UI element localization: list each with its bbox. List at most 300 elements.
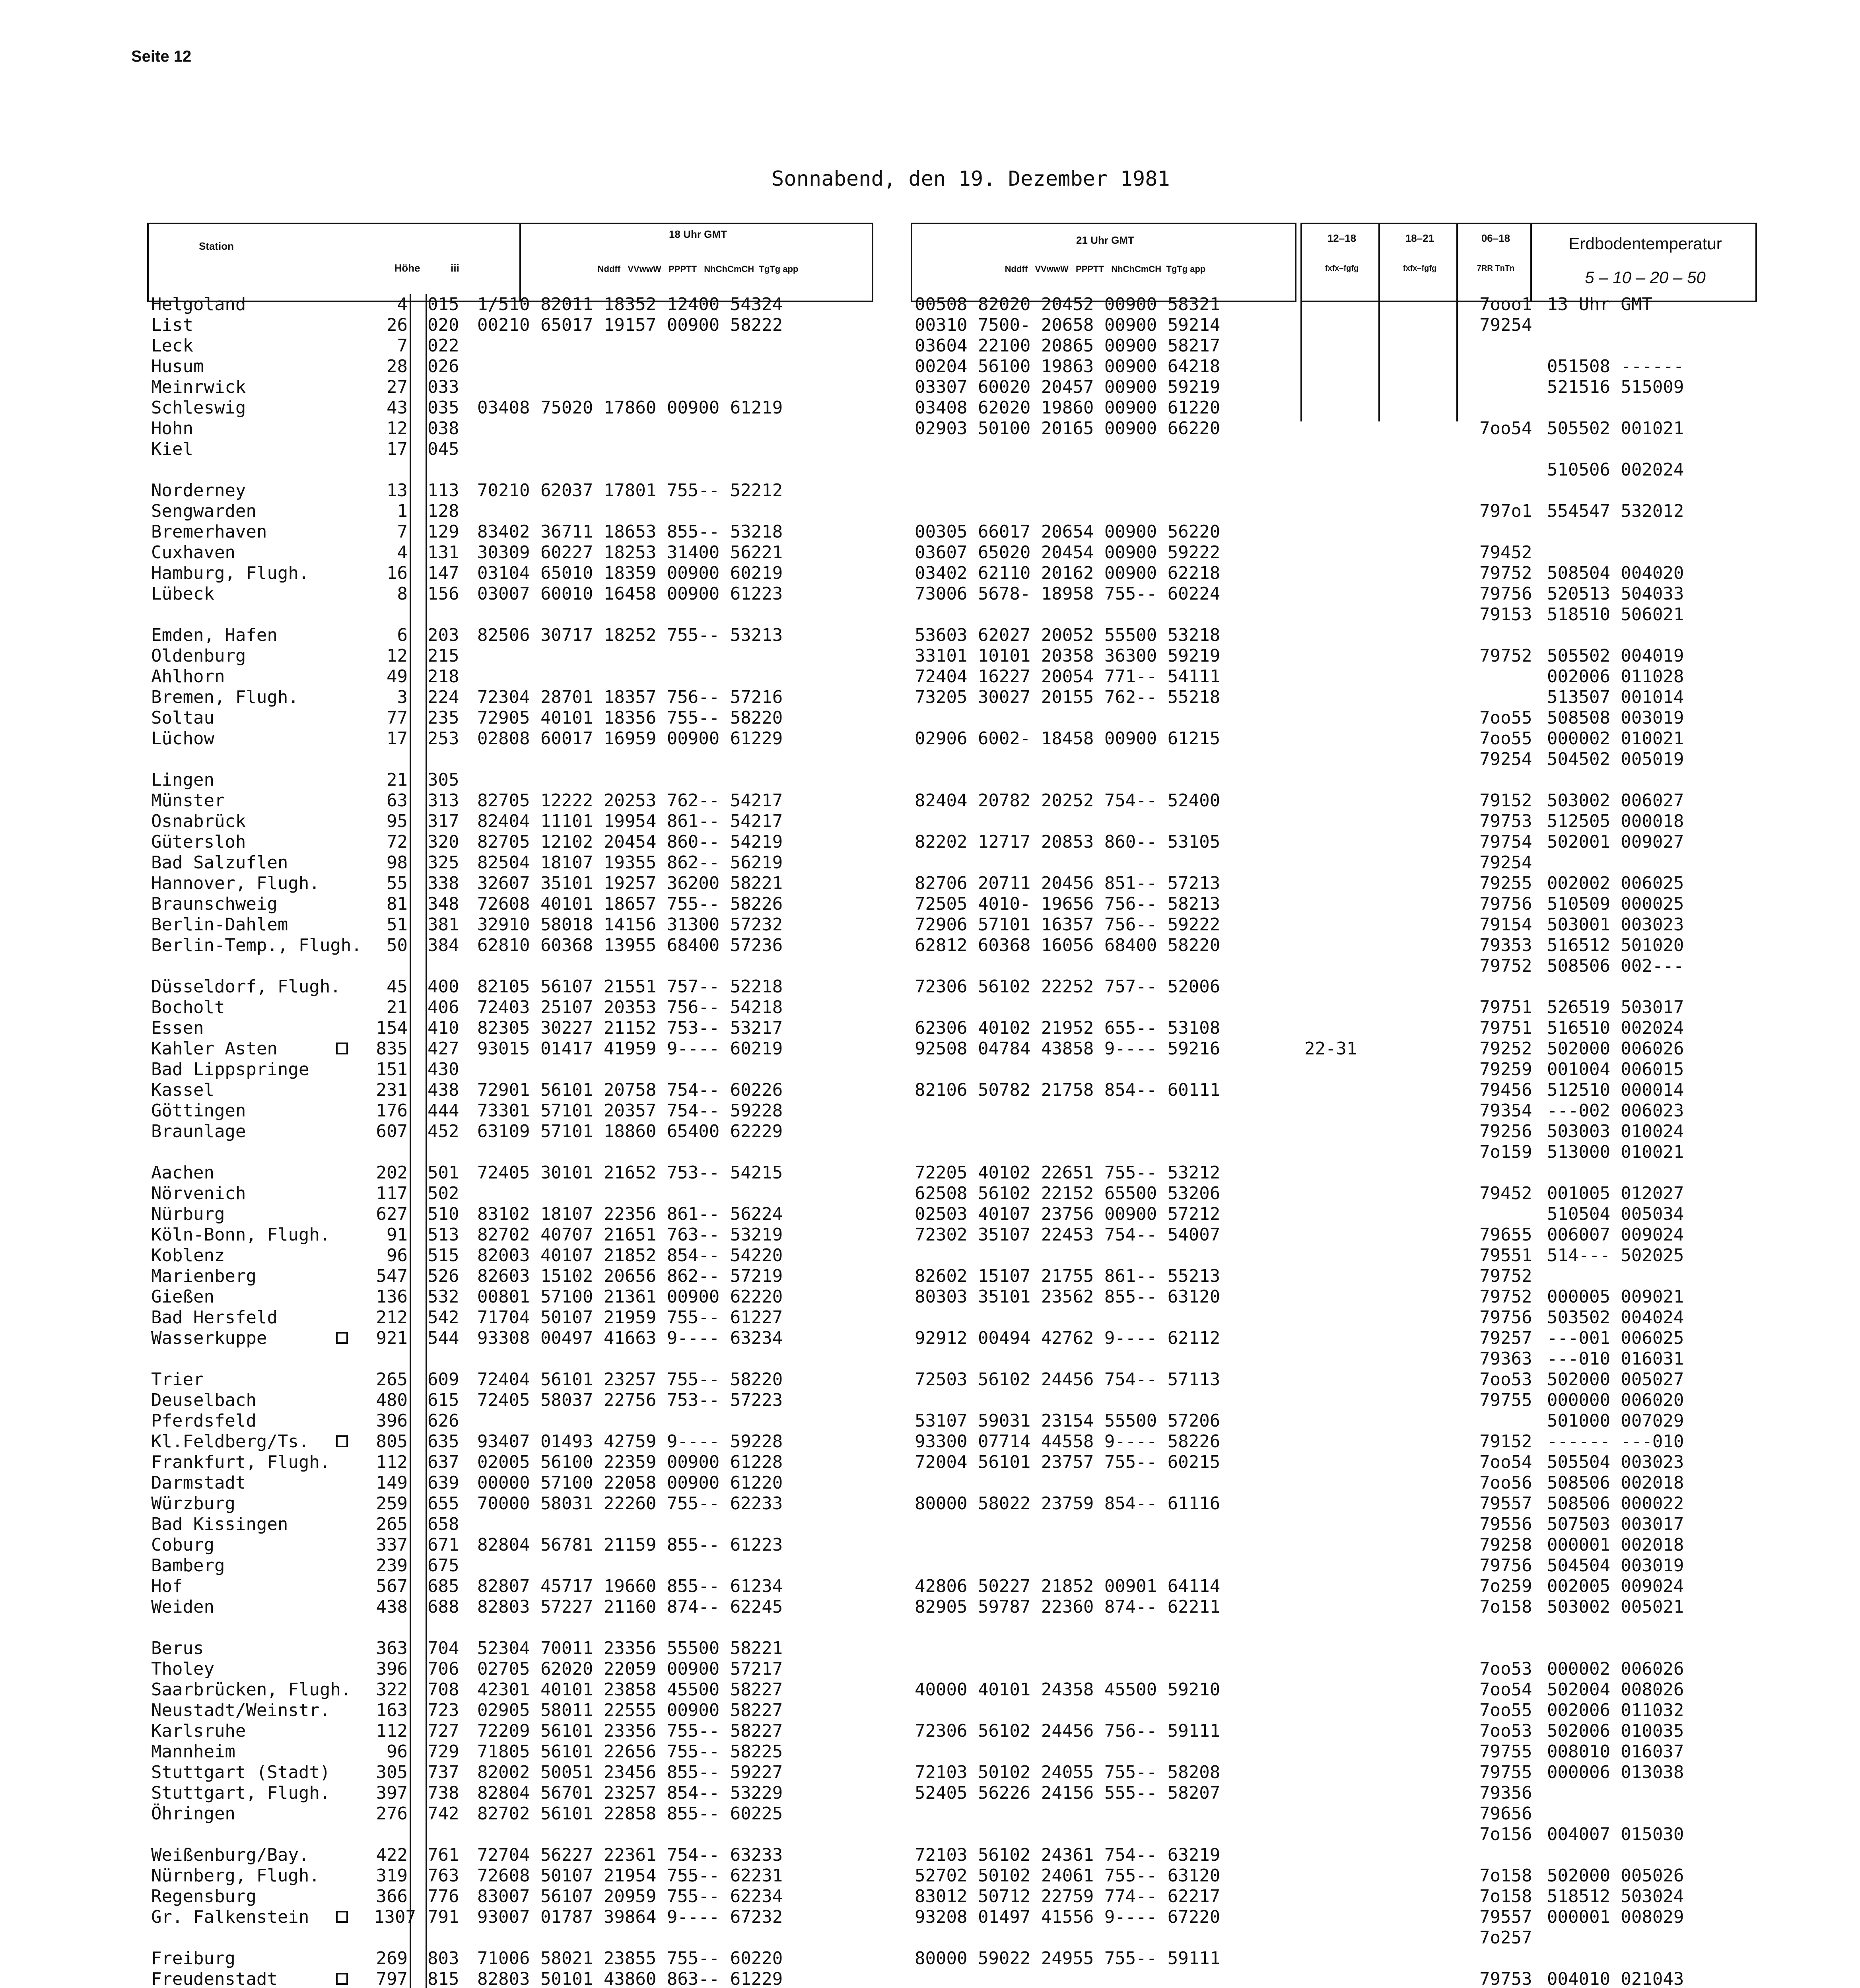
- cell-ert: 006007 009024: [1547, 1225, 1684, 1245]
- cell-ii: 532: [428, 1287, 459, 1307]
- cell-h: 151: [376, 1059, 408, 1079]
- cell-name: Lübeck: [151, 584, 214, 604]
- cell-c06: 7oo54: [1479, 1679, 1532, 1700]
- cell-c06: 79152: [1479, 1431, 1532, 1452]
- cell-name: Braunschweig: [151, 894, 278, 914]
- cell-ert: ------ ---010: [1547, 1431, 1684, 1452]
- cell-ii: 203: [428, 625, 459, 645]
- cell-h: 21: [387, 997, 408, 1017]
- header-erdboden-box: [1530, 223, 1757, 302]
- cell-g18: 72608 50107 21954 755-- 62231: [477, 1866, 783, 1886]
- cell-name: Bocholt: [151, 997, 225, 1017]
- cell-ert: 510506 002024: [1547, 460, 1684, 480]
- cell-name: Nürburg: [151, 1204, 225, 1224]
- cell-g18: 82804 56781 21159 855-- 61223: [477, 1535, 783, 1555]
- cell-ii: 035: [428, 398, 459, 418]
- cell-ii: 147: [428, 563, 459, 583]
- cell-ert: 508506 000022: [1547, 1493, 1684, 1514]
- cell-name: Soltau: [151, 708, 214, 728]
- cell-g18: 52304 70011 23356 55500 58221: [477, 1638, 783, 1658]
- cell-ert: 000000 006020: [1547, 1390, 1684, 1410]
- cell-h: 212: [376, 1307, 408, 1328]
- cell-h: 480: [376, 1390, 408, 1410]
- cell-h: 72: [387, 832, 408, 852]
- cell-c06: 7o158: [1479, 1866, 1532, 1886]
- cell-h: 13: [387, 480, 408, 501]
- cell-name: Osnabrück: [151, 811, 246, 831]
- cell-ert: 502000 005026: [1547, 1866, 1684, 1886]
- iii-header: iii: [451, 262, 459, 274]
- cell-ert: 512505 000018: [1547, 811, 1684, 831]
- cell-ert: 001005 012027: [1547, 1183, 1684, 1204]
- cell-c06: 7ooo1: [1479, 294, 1532, 315]
- cell-name: Kahler Asten: [151, 1039, 278, 1059]
- cell-h: 627: [376, 1204, 408, 1224]
- cell-ert: 502004 008026: [1547, 1679, 1684, 1700]
- cell-g18: 83402 36711 18653 855-- 53218: [477, 522, 783, 542]
- cell-g18: 02705 62020 22059 00900 57217: [477, 1659, 783, 1679]
- cell-ii: 502: [428, 1183, 459, 1204]
- cell-ert: 004007 015030: [1547, 1824, 1684, 1844]
- g21-header: 21 Uhr GMT: [1076, 234, 1134, 246]
- cell-ert: 503002 006027: [1547, 790, 1684, 811]
- cell-g21: 72302 35107 22453 754-- 54007: [915, 1225, 1221, 1245]
- cell-g18: 1/510 82011 18352 12400 54324: [477, 294, 783, 315]
- cell-ert: 512510 000014: [1547, 1080, 1684, 1100]
- cell-name: Hannover, Flugh.: [151, 873, 320, 893]
- cell-name: Cuxhaven: [151, 542, 235, 563]
- cell-g21: 82602 15107 21755 861-- 55213: [915, 1266, 1221, 1286]
- separator-0618: [1456, 294, 1458, 421]
- cell-g21: 72306 56102 22252 757-- 52006: [915, 977, 1221, 997]
- g18-columns: Nddff VVwwW PPPTT NhChCmCH TgTg app: [597, 264, 799, 274]
- cell-c06: 79153: [1479, 604, 1532, 625]
- cell-c06: 79752: [1479, 646, 1532, 666]
- cell-g21: 72004 56101 23757 755-- 60215: [915, 1452, 1221, 1472]
- cell-h: 27: [387, 377, 408, 397]
- cell-g18: 00000 57100 22058 00900 61220: [477, 1473, 783, 1493]
- cell-name: Bad Salzuflen: [151, 852, 288, 873]
- cell-name: Marienberg: [151, 1266, 257, 1286]
- cell-name: Würzburg: [151, 1493, 235, 1514]
- cell-name: Regensburg: [151, 1886, 257, 1906]
- cell-name: Sengwarden: [151, 501, 257, 521]
- cell-h: 12: [387, 646, 408, 666]
- header-station-box: [147, 223, 521, 302]
- cell-g18: 83102 18107 22356 861-- 56224: [477, 1204, 783, 1224]
- cell-name: Tholey: [151, 1659, 214, 1679]
- cell-c06: 797o1: [1479, 501, 1532, 521]
- cell-ert: 504504 003019: [1547, 1555, 1684, 1576]
- cell-h: 163: [376, 1700, 408, 1720]
- header-18gmt-box: [519, 223, 873, 302]
- cell-name: Pferdsfeld: [151, 1411, 257, 1431]
- cell-g18: 63109 57101 18860 65400 62229: [477, 1121, 783, 1142]
- cell-name: List: [151, 315, 193, 335]
- cell-g18: 73301 57101 20357 754-- 59228: [477, 1101, 783, 1121]
- cell-h: 51: [387, 914, 408, 935]
- cell-name: Darmstadt: [151, 1473, 246, 1493]
- cell-h: 337: [376, 1535, 408, 1555]
- cell-c06: 79154: [1479, 914, 1532, 935]
- cell-name: Nürnberg, Flugh.: [151, 1866, 320, 1886]
- p0618-sub: 7RR TnTn: [1477, 264, 1515, 273]
- cell-ert: 002006 011032: [1547, 1700, 1684, 1720]
- cell-ert: 000001 002018: [1547, 1535, 1684, 1555]
- cell-h: 77: [387, 708, 408, 728]
- date-heading: Sonnabend, den 19. Dezember 1981: [772, 167, 1170, 191]
- cell-name: Schleswig: [151, 398, 246, 418]
- cell-ert: 505502 004019: [1547, 646, 1684, 666]
- cell-c06: 7o156: [1479, 1824, 1532, 1844]
- cell-c06: 7oo54: [1479, 1452, 1532, 1472]
- cell-c06: 79755: [1479, 1741, 1532, 1762]
- cell-g21: 72103 50102 24055 755-- 58208: [915, 1762, 1221, 1782]
- cell-ert: 507503 003017: [1547, 1514, 1684, 1534]
- cell-c06: 79254: [1479, 315, 1532, 335]
- cell-h: 17: [387, 439, 408, 459]
- cell-g21: 72404 16227 20054 771-- 54111: [915, 666, 1221, 687]
- cell-ii: 129: [428, 522, 459, 542]
- cell-name: Münster: [151, 790, 225, 811]
- cell-ii: 156: [428, 584, 459, 604]
- cell-h: 8: [397, 584, 408, 604]
- cell-ii: 038: [428, 418, 459, 439]
- cell-h: 265: [376, 1369, 408, 1390]
- cell-c06: 79753: [1479, 811, 1532, 831]
- cell-g18: 02808 60017 16959 00900 61229: [477, 728, 783, 749]
- cell-ii: 381: [428, 914, 459, 935]
- cell-name: Stuttgart (Stadt): [151, 1762, 330, 1782]
- cell-g18: 82404 11101 19954 861-- 54217: [477, 811, 783, 831]
- cell-h: 96: [387, 1741, 408, 1762]
- mountain-station-icon: [336, 1435, 348, 1447]
- cell-ert: 503502 004024: [1547, 1307, 1684, 1328]
- cell-name: Deuselbach: [151, 1390, 257, 1410]
- cell-ii: 615: [428, 1390, 459, 1410]
- cell-ii: 224: [428, 687, 459, 707]
- header-1821-box: [1378, 223, 1458, 302]
- cell-ii: 704: [428, 1638, 459, 1658]
- cell-c06: 7o257: [1479, 1928, 1532, 1948]
- cell-c06: 79752: [1479, 1266, 1532, 1286]
- cell-ii: 305: [428, 770, 459, 790]
- cell-ii: 658: [428, 1514, 459, 1534]
- cell-ert: 002005 009024: [1547, 1576, 1684, 1596]
- cell-name: Neustadt/Weinstr.: [151, 1700, 330, 1720]
- cell-g18: 82803 50101 43860 863-- 61229: [477, 1969, 783, 1988]
- cell-name: Bremen, Flugh.: [151, 687, 299, 707]
- cell-g21: 03604 22100 20865 00900 58217: [915, 336, 1221, 356]
- cell-ii: 015: [428, 294, 459, 315]
- cell-c06: 79363: [1479, 1349, 1532, 1369]
- cell-ert: 002002 006025: [1547, 873, 1684, 893]
- cell-ert: 518512 503024: [1547, 1886, 1684, 1906]
- cell-g18: 70210 62037 17801 755-- 52212: [477, 480, 783, 501]
- cell-ii: 706: [428, 1659, 459, 1679]
- cell-ii: 637: [428, 1452, 459, 1472]
- cell-ert: 502000 005027: [1547, 1369, 1684, 1390]
- cell-h: 322: [376, 1679, 408, 1700]
- cell-ert: 002006 011028: [1547, 666, 1684, 687]
- cell-ert: 508504 004020: [1547, 563, 1684, 583]
- cell-name: Göttingen: [151, 1101, 246, 1121]
- cell-ii: 515: [428, 1245, 459, 1266]
- separator-1821: [1378, 294, 1380, 421]
- cell-name: Lingen: [151, 770, 214, 790]
- page-label: Seite 12: [131, 48, 192, 65]
- cell-ert: 502001 009027: [1547, 832, 1684, 852]
- cell-g21: 00310 7500- 20658 00900 59214: [915, 315, 1221, 335]
- cell-c06: 79755: [1479, 1762, 1532, 1782]
- cell-c06: 7o158: [1479, 1886, 1532, 1906]
- cell-h: 396: [376, 1411, 408, 1431]
- erdboden-header: Erdbodentemperatur: [1568, 234, 1722, 253]
- cell-g18: 72704 56227 22361 754-- 63233: [477, 1845, 783, 1865]
- cell-g18: 82702 56101 22858 855-- 60225: [477, 1804, 783, 1824]
- cell-ert: 504502 005019: [1547, 749, 1684, 769]
- cell-h: 547: [376, 1266, 408, 1286]
- cell-ii: 675: [428, 1555, 459, 1576]
- cell-h: 438: [376, 1597, 408, 1617]
- cell-g21: 73006 5678- 18958 755-- 60224: [915, 584, 1221, 604]
- cell-ert: 520513 504033: [1547, 584, 1684, 604]
- cell-h: 269: [376, 1948, 408, 1969]
- cell-h: 117: [376, 1183, 408, 1204]
- cell-g18: 72608 40101 18657 755-- 58226: [477, 894, 783, 914]
- cell-g21: 62812 60368 16056 68400 58220: [915, 935, 1221, 955]
- cell-c06: 79752: [1479, 563, 1532, 583]
- cell-ert: 502000 006026: [1547, 1039, 1684, 1059]
- cell-ii: 776: [428, 1886, 459, 1906]
- hoehe-header: Höhe: [394, 262, 420, 274]
- cell-name: Frankfurt, Flugh.: [151, 1452, 330, 1472]
- cell-g21: 93208 01497 41556 9---- 67220: [915, 1907, 1221, 1927]
- cell-c06: 7oo53: [1479, 1369, 1532, 1390]
- cell-h: 50: [387, 935, 408, 955]
- cell-name: Berlin-Temp., Flugh.: [151, 935, 362, 955]
- cell-ii: 723: [428, 1700, 459, 1720]
- mountain-station-icon: [336, 1043, 348, 1054]
- header-0618-box: [1456, 223, 1532, 302]
- p1218-header: 12–18: [1327, 232, 1357, 244]
- cell-ert: 502006 010035: [1547, 1721, 1684, 1741]
- cell-h: 396: [376, 1659, 408, 1679]
- cell-ii: 708: [428, 1679, 459, 1700]
- cell-ert: 13 Uhr GMT: [1547, 294, 1652, 315]
- cell-c06: 79353: [1479, 935, 1532, 955]
- cell-ert: 000006 013038: [1547, 1762, 1684, 1782]
- cell-g18: 70000 58031 22260 755-- 62233: [477, 1493, 783, 1514]
- cell-name: Hohn: [151, 418, 193, 439]
- cell-g18: 82804 56701 23257 854-- 53229: [477, 1783, 783, 1803]
- cell-name: Emden, Hafen: [151, 625, 278, 645]
- cell-ii: 685: [428, 1576, 459, 1596]
- cell-name: Kassel: [151, 1080, 214, 1100]
- cell-h: 49: [387, 666, 408, 687]
- cell-name: Gießen: [151, 1287, 214, 1307]
- cell-g21: 03408 62020 19860 00900 61220: [915, 398, 1221, 418]
- cell-c06: 79258: [1479, 1535, 1532, 1555]
- cell-h: 7: [397, 522, 408, 542]
- erdboden-depths: 5 – 10 – 20 – 50: [1585, 268, 1706, 287]
- cell-h: 96: [387, 1245, 408, 1266]
- cell-ii: 763: [428, 1866, 459, 1886]
- cell-c06: 79754: [1479, 832, 1532, 852]
- cell-ert: 508508 003019: [1547, 708, 1684, 728]
- cell-ert: 513507 001014: [1547, 687, 1684, 707]
- p0618-header: 06–18: [1481, 232, 1510, 244]
- cell-name: Berus: [151, 1638, 204, 1658]
- cell-name: Norderney: [151, 480, 246, 501]
- cell-g21: 62306 40102 21952 655-- 53108: [915, 1018, 1221, 1038]
- header-21gmt-box: [911, 223, 1296, 302]
- cell-c06: 7o159: [1479, 1142, 1532, 1162]
- cell-h: 112: [376, 1452, 408, 1472]
- cell-g21: 00204 56100 19863 00900 64218: [915, 356, 1221, 377]
- cell-ert: 510504 005034: [1547, 1204, 1684, 1224]
- cell-g21: 52405 56226 24156 555-- 58207: [915, 1783, 1221, 1803]
- cell-name: Nörvenich: [151, 1183, 246, 1204]
- p1821-sub: fxfx–fgfg: [1403, 264, 1437, 273]
- cell-g21: 92912 00494 42762 9---- 62112: [915, 1328, 1221, 1348]
- cell-c06: 79255: [1479, 873, 1532, 893]
- cell-h: 149: [376, 1473, 408, 1493]
- cell-name: Lüchow: [151, 728, 214, 749]
- cell-name: Gr. Falkenstein: [151, 1907, 309, 1927]
- cell-ii: 427: [428, 1039, 459, 1059]
- cell-g21: 72306 56102 24456 756-- 59111: [915, 1721, 1221, 1741]
- cell-h: 154: [376, 1018, 408, 1038]
- cell-g18: 02005 56100 22359 00900 61228: [477, 1452, 783, 1472]
- cell-c06: 79753: [1479, 1969, 1532, 1988]
- cell-c06: 79756: [1479, 894, 1532, 914]
- cell-name: Bamberg: [151, 1555, 225, 1576]
- cell-g18: 93015 01417 41959 9---- 60219: [477, 1039, 783, 1059]
- cell-g21: 72906 57101 16357 756-- 59222: [915, 914, 1221, 935]
- cell-name: Braunlage: [151, 1121, 246, 1142]
- cell-name: Leck: [151, 336, 193, 356]
- cell-ert: 001004 006015: [1547, 1059, 1684, 1079]
- cell-ii: 406: [428, 997, 459, 1017]
- cell-h: 363: [376, 1638, 408, 1658]
- cell-h: 55: [387, 873, 408, 893]
- cell-ert: 516512 501020: [1547, 935, 1684, 955]
- cell-c06: 79752: [1479, 1287, 1532, 1307]
- cell-ii: 320: [428, 832, 459, 852]
- cell-g18: 03104 65010 18359 00900 60219: [477, 563, 783, 583]
- cell-c06: 7oo55: [1479, 1700, 1532, 1720]
- cell-h: 366: [376, 1886, 408, 1906]
- cell-h: 28: [387, 356, 408, 377]
- cell-h: 567: [376, 1576, 408, 1596]
- cell-c06: 7oo55: [1479, 728, 1532, 749]
- cell-ii: 513: [428, 1225, 459, 1245]
- cell-g21: 00305 66017 20654 00900 56220: [915, 522, 1221, 542]
- cell-ert: 501000 007029: [1547, 1411, 1684, 1431]
- cell-name: Oldenburg: [151, 646, 246, 666]
- cell-g18: 93007 01787 39864 9---- 67232: [477, 1907, 783, 1927]
- cell-name: Wasserkuppe: [151, 1328, 267, 1348]
- cell-g21: 52702 50102 24061 755-- 63120: [915, 1866, 1221, 1886]
- cell-h: 231: [376, 1080, 408, 1100]
- cell-c06: 7oo53: [1479, 1721, 1532, 1741]
- cell-ii: 526: [428, 1266, 459, 1286]
- mountain-station-icon: [336, 1911, 348, 1923]
- cell-ert: ---002 006023: [1547, 1101, 1684, 1121]
- cell-ert: 008010 016037: [1547, 1741, 1684, 1762]
- cell-h: 112: [376, 1721, 408, 1741]
- cell-h: 95: [387, 811, 408, 831]
- cell-g18: 82305 30227 21152 753-- 53217: [477, 1018, 783, 1038]
- cell-name: Meinrwick: [151, 377, 246, 397]
- cell-g18: 82105 56107 21551 757-- 52218: [477, 977, 783, 997]
- cell-h: 4: [397, 294, 408, 315]
- cell-g21: 73205 30027 20155 762-- 55218: [915, 687, 1221, 707]
- cell-name: Ahlhorn: [151, 666, 225, 687]
- cell-c06: 79354: [1479, 1101, 1532, 1121]
- cell-c12: 22-31: [1304, 1039, 1357, 1059]
- mountain-station-icon: [336, 1973, 348, 1985]
- cell-c06: 79557: [1479, 1907, 1532, 1927]
- cell-c06: 79751: [1479, 1018, 1532, 1038]
- cell-g18: 72905 40101 18356 755-- 58220: [477, 708, 783, 728]
- cell-c06: 79751: [1479, 997, 1532, 1017]
- cell-h: 3: [397, 687, 408, 707]
- cell-name: Aachen: [151, 1163, 214, 1183]
- cell-ert: 526519 503017: [1547, 997, 1684, 1017]
- cell-c06: 7o259: [1479, 1576, 1532, 1596]
- cell-h: 276: [376, 1804, 408, 1824]
- cell-ii: 626: [428, 1411, 459, 1431]
- cell-ert: 518510 506021: [1547, 604, 1684, 625]
- cell-g21: 82202 12717 20853 860-- 53105: [915, 832, 1221, 852]
- cell-g18: 82504 18107 19355 862-- 56219: [477, 852, 783, 873]
- cell-h: 136: [376, 1287, 408, 1307]
- cell-ert: 000002 010021: [1547, 728, 1684, 749]
- cell-h: 21: [387, 770, 408, 790]
- cell-ert: ---010 016031: [1547, 1349, 1684, 1369]
- cell-ii: 542: [428, 1307, 459, 1328]
- cell-name: Koblenz: [151, 1245, 225, 1266]
- cell-ii: 737: [428, 1762, 459, 1782]
- cell-ert: 503003 010024: [1547, 1121, 1684, 1142]
- cell-g21: 82706 20711 20456 851-- 57213: [915, 873, 1221, 893]
- cell-ert: 510509 000025: [1547, 894, 1684, 914]
- cell-ii: 452: [428, 1121, 459, 1142]
- cell-h: 797: [376, 1969, 408, 1988]
- cell-g21: 53603 62027 20052 55500 53218: [915, 625, 1221, 645]
- cell-ert: 508506 002---: [1547, 956, 1684, 976]
- cell-ii: 639: [428, 1473, 459, 1493]
- cell-g21: 03307 60020 20457 00900 59219: [915, 377, 1221, 397]
- p1218-sub: fxfx–fgfg: [1325, 264, 1359, 273]
- cell-h: 835: [376, 1039, 408, 1059]
- cell-h: 1307: [374, 1907, 416, 1927]
- cell-c06: 79756: [1479, 584, 1532, 604]
- cell-name: Öhringen: [151, 1804, 235, 1824]
- cell-name: Bad Kissingen: [151, 1514, 288, 1534]
- cell-g21: 92508 04784 43858 9---- 59216: [915, 1039, 1221, 1059]
- cell-h: 6: [397, 625, 408, 645]
- cell-c06: 79655: [1479, 1225, 1532, 1245]
- cell-ii: 026: [428, 356, 459, 377]
- cell-ii: 815: [428, 1969, 459, 1988]
- header-1218-box: [1300, 223, 1380, 302]
- cell-c06: 79452: [1479, 542, 1532, 563]
- cell-g21: 53107 59031 23154 55500 57206: [915, 1411, 1221, 1431]
- cell-c06: 79456: [1479, 1080, 1532, 1100]
